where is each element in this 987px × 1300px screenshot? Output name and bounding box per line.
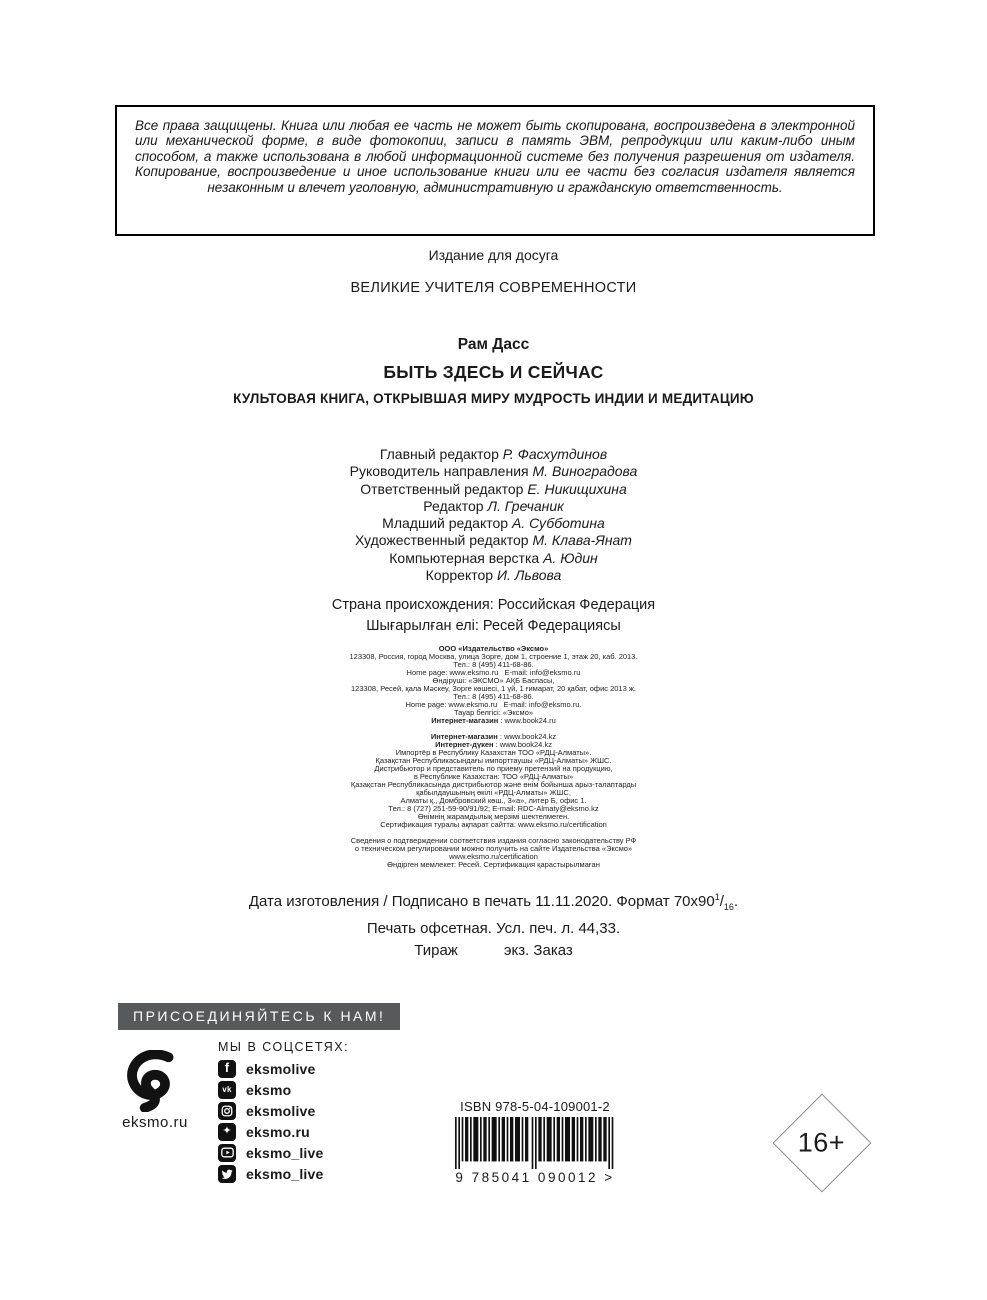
imprint-line-text: Қазақстан Республикасында дистрибьютор және өнім бойынша арыз-талаптарды	[350, 780, 637, 789]
social-item-facebook	[218, 1058, 324, 1079]
barcode	[455, 1117, 615, 1169]
age-rating-text: 16+	[798, 1127, 846, 1158]
zakaz-label: экз. Заказ	[503, 942, 573, 959]
social-heading: МЫ В СОЦСЕТЯХ:	[218, 1040, 350, 1054]
imprint-line-text: қабылдаушының өкілі «РДЦ-Алматы» ЖШС,	[416, 788, 571, 797]
imprint-line-bold: ООО «Издательство «Эксмо»	[438, 644, 549, 653]
facebook-icon: f	[218, 1060, 236, 1078]
imprint-line-text: 123308, Ресей, қала Мәскеу, Зорге көшесі, 1 үй, 1 ғимарат, 20 қабат, офис 2013 ж.	[351, 684, 636, 693]
social-label: eksmo.ru	[246, 1123, 310, 1140]
imprint-line-text: Тел.: 8 (727) 251-59-90/91/92; E-mail: RDC-Almaty@eksmo.kz	[388, 804, 599, 813]
social-label: eksmo_live	[246, 1144, 324, 1161]
credit-line	[0, 567, 987, 584]
imprint-line-text: Өндірген мемлекет: Ресей. Сертификация қарастырылмаған	[387, 860, 600, 869]
credit-person: И. Львова	[496, 567, 562, 584]
imprint-line-text: Home page: www.eksmo.ru E-mail: info@eksmo.ru	[406, 668, 581, 677]
imprint-line-text: www.eksmo.ru/certification	[449, 852, 538, 861]
credit-line	[0, 550, 987, 567]
origin-line-kz: Шығарылған елі: Ресей Федерациясы	[366, 617, 621, 634]
book-subtitle: КУЛЬТОВАЯ КНИГА, ОТКРЫВШАЯ МИРУ МУДРОСТЬ ИНДИИ И МЕДИТАЦИЮ	[233, 391, 754, 406]
print-date-format-line: Дата изготовления / Подписано в печать 11.11.2020. Формат $70x90^1/_{16}$.	[248, 892, 739, 912]
copyright-notice-box	[115, 105, 875, 236]
imprint-line-text: Тел.: 8 (495) 411-68-86.	[453, 660, 534, 669]
series-title: ВЕЛИКИЕ УЧИТЕЛЯ СОВРЕМЕННОСТИ	[350, 280, 637, 296]
imprint-line-bold: Интернет-дүкен	[435, 740, 494, 749]
print-offset-line: Печать офсетная. Усл. печ. л. 44,33.	[366, 920, 621, 937]
credit-line	[0, 532, 987, 549]
isbn-number: ISBN 978-5-04-109001-2	[460, 1099, 610, 1114]
imprint-line-text: Қазақстан Республикасындағы импорттаушы «РДЦ-Алматы» ЖШС.	[375, 756, 612, 765]
eksmo-url-text: eksmo.ru	[122, 1114, 188, 1131]
social-item-twitter	[218, 1163, 324, 1184]
isbn-block	[420, 1099, 650, 1185]
credit-role: Редактор	[423, 497, 484, 514]
publisher-imprint-block	[0, 645, 987, 869]
tirazh-label: Тираж	[414, 942, 458, 959]
social-item-zen	[218, 1121, 324, 1142]
credit-person: М. Клава-Янат	[532, 532, 632, 549]
imprint-line-text: Дистрибьютор и представитель по приему претензий на продукцию,	[374, 764, 613, 773]
social-label: eksmolive	[246, 1060, 316, 1077]
credit-role: Младший редактор	[382, 515, 509, 532]
imprint-line-text: Алматы қ., Домбровский көш., 3«а», литер Б, офис 1.	[400, 796, 587, 805]
imprint-line-text: Тел.: 8 (495) 411-68-86.	[453, 692, 534, 701]
social-label: eksmo_live	[246, 1165, 324, 1182]
imprint-line-text: Сертификация туралы ақпарат сайтта: www.eksmo.ru/certification	[380, 820, 607, 829]
credit-line	[0, 446, 987, 463]
age-rating-badge	[773, 1094, 872, 1193]
credit-role: Корректор	[425, 567, 494, 584]
credit-role: Художественный редактор	[355, 532, 529, 549]
imprint-line-text: Сведения о подтверждении соответствия издания согласно законодательству РФ	[350, 836, 637, 845]
credit-role: Компьютерная верстка	[389, 549, 540, 566]
social-list	[218, 1058, 324, 1184]
imprint-line-text: : www.book24.kz	[493, 740, 552, 749]
country-of-origin	[0, 595, 987, 636]
social-item-instagram	[218, 1100, 324, 1121]
barcode-digits: 9 785041 090012 >	[455, 1170, 615, 1185]
social-label: eksmo	[246, 1081, 292, 1098]
imprint-line-text: Импортёр в Республику Казахстан ТОО «РДЦ-Алматы».	[395, 748, 592, 757]
print-run-info	[0, 886, 987, 962]
imprint-line-text: Тауар белгісі: «Эксмо»	[453, 708, 534, 717]
imprint-line	[0, 861, 987, 869]
edition-credits	[0, 446, 987, 584]
imprint-line-text: Home page: www.eksmo.ru E-mail: info@eksmo.ru.	[405, 700, 582, 709]
credit-line	[0, 515, 987, 532]
join-us-banner: ПРИСОЕДИНЯЙТЕСЬ К НАМ!	[118, 1003, 400, 1030]
imprint-line-text: : www.book24.ru	[498, 716, 556, 725]
imprint-line-text: Өнімнің жарамдылық мерзімі шектелмеген.	[417, 812, 570, 821]
edition-type: Издание для досуга	[428, 247, 559, 263]
credit-person: Е. Никищихина	[527, 480, 627, 497]
credit-line	[0, 498, 987, 515]
vk-icon: vk	[218, 1081, 236, 1099]
author-name: Рам Дасс	[457, 336, 530, 353]
youtube-icon	[218, 1144, 236, 1162]
imprint-line-text: Өндіруші: «ЭКСМО» АҚБ Баспасы,	[432, 676, 555, 685]
imprint-line-bold: Интернет-магазин	[430, 732, 498, 741]
credit-role: Главный редактор	[379, 446, 499, 462]
imprint-line-text: : www.book24.kz	[497, 732, 557, 741]
credit-person: Р. Фасхутдинов	[502, 446, 608, 462]
book-title: БЫТЬ ЗДЕСЬ И СЕЙЧАС	[383, 362, 604, 382]
credit-role: Руководитель направления	[349, 463, 529, 480]
tirazh-line	[0, 940, 987, 962]
zen-icon: ✦	[218, 1123, 236, 1141]
imprint-line-text: о техническом регулировании можно получить на сайте Издательства «Эксмо»	[354, 844, 633, 853]
origin-line-ru: Страна происхождения: Российская Федерация	[331, 597, 656, 613]
credit-line	[0, 481, 987, 498]
twitter-icon	[218, 1165, 236, 1183]
credit-role: Ответственный редактор	[360, 480, 524, 497]
credit-person: М. Виноградова	[532, 463, 638, 480]
imprint-line-text: 123308, Россия, город Москва, улица Зорге, дом 1, строение 1, этаж 20, каб. 2013.	[349, 652, 638, 661]
imprint-line-text: в Республике Казахстан: ТОО «РДЦ-Алматы»	[413, 772, 574, 781]
credit-person: А. Субботина	[511, 515, 605, 532]
credit-person: А. Юдин	[543, 549, 598, 566]
instagram-icon	[218, 1102, 236, 1120]
credit-person: Л. Гречаник	[487, 497, 564, 514]
eksmo-logo-icon	[120, 1050, 184, 1112]
copyright-notice-text: Все права защищены. Книга или любая ее часть не может быть скопирована, воспроизведена в электронной или механической форме, в виде фотокопии, записи в память ЭВМ, репродукции или каким-либо иным способом, а также использована в любой информационной системе без получения разрешения от издателя. Копирование, воспроизведение и иное использование книги или ее части без согласия издателя является незаконным и влечет уголовную, административную и гражданскую ответственность.	[135, 118, 855, 195]
credit-line	[0, 463, 987, 480]
social-item-youtube	[218, 1142, 324, 1163]
social-label: eksmolive	[246, 1102, 316, 1119]
imprint-line-bold: Интернет-магазин	[431, 716, 499, 725]
social-item-vk	[218, 1079, 324, 1100]
